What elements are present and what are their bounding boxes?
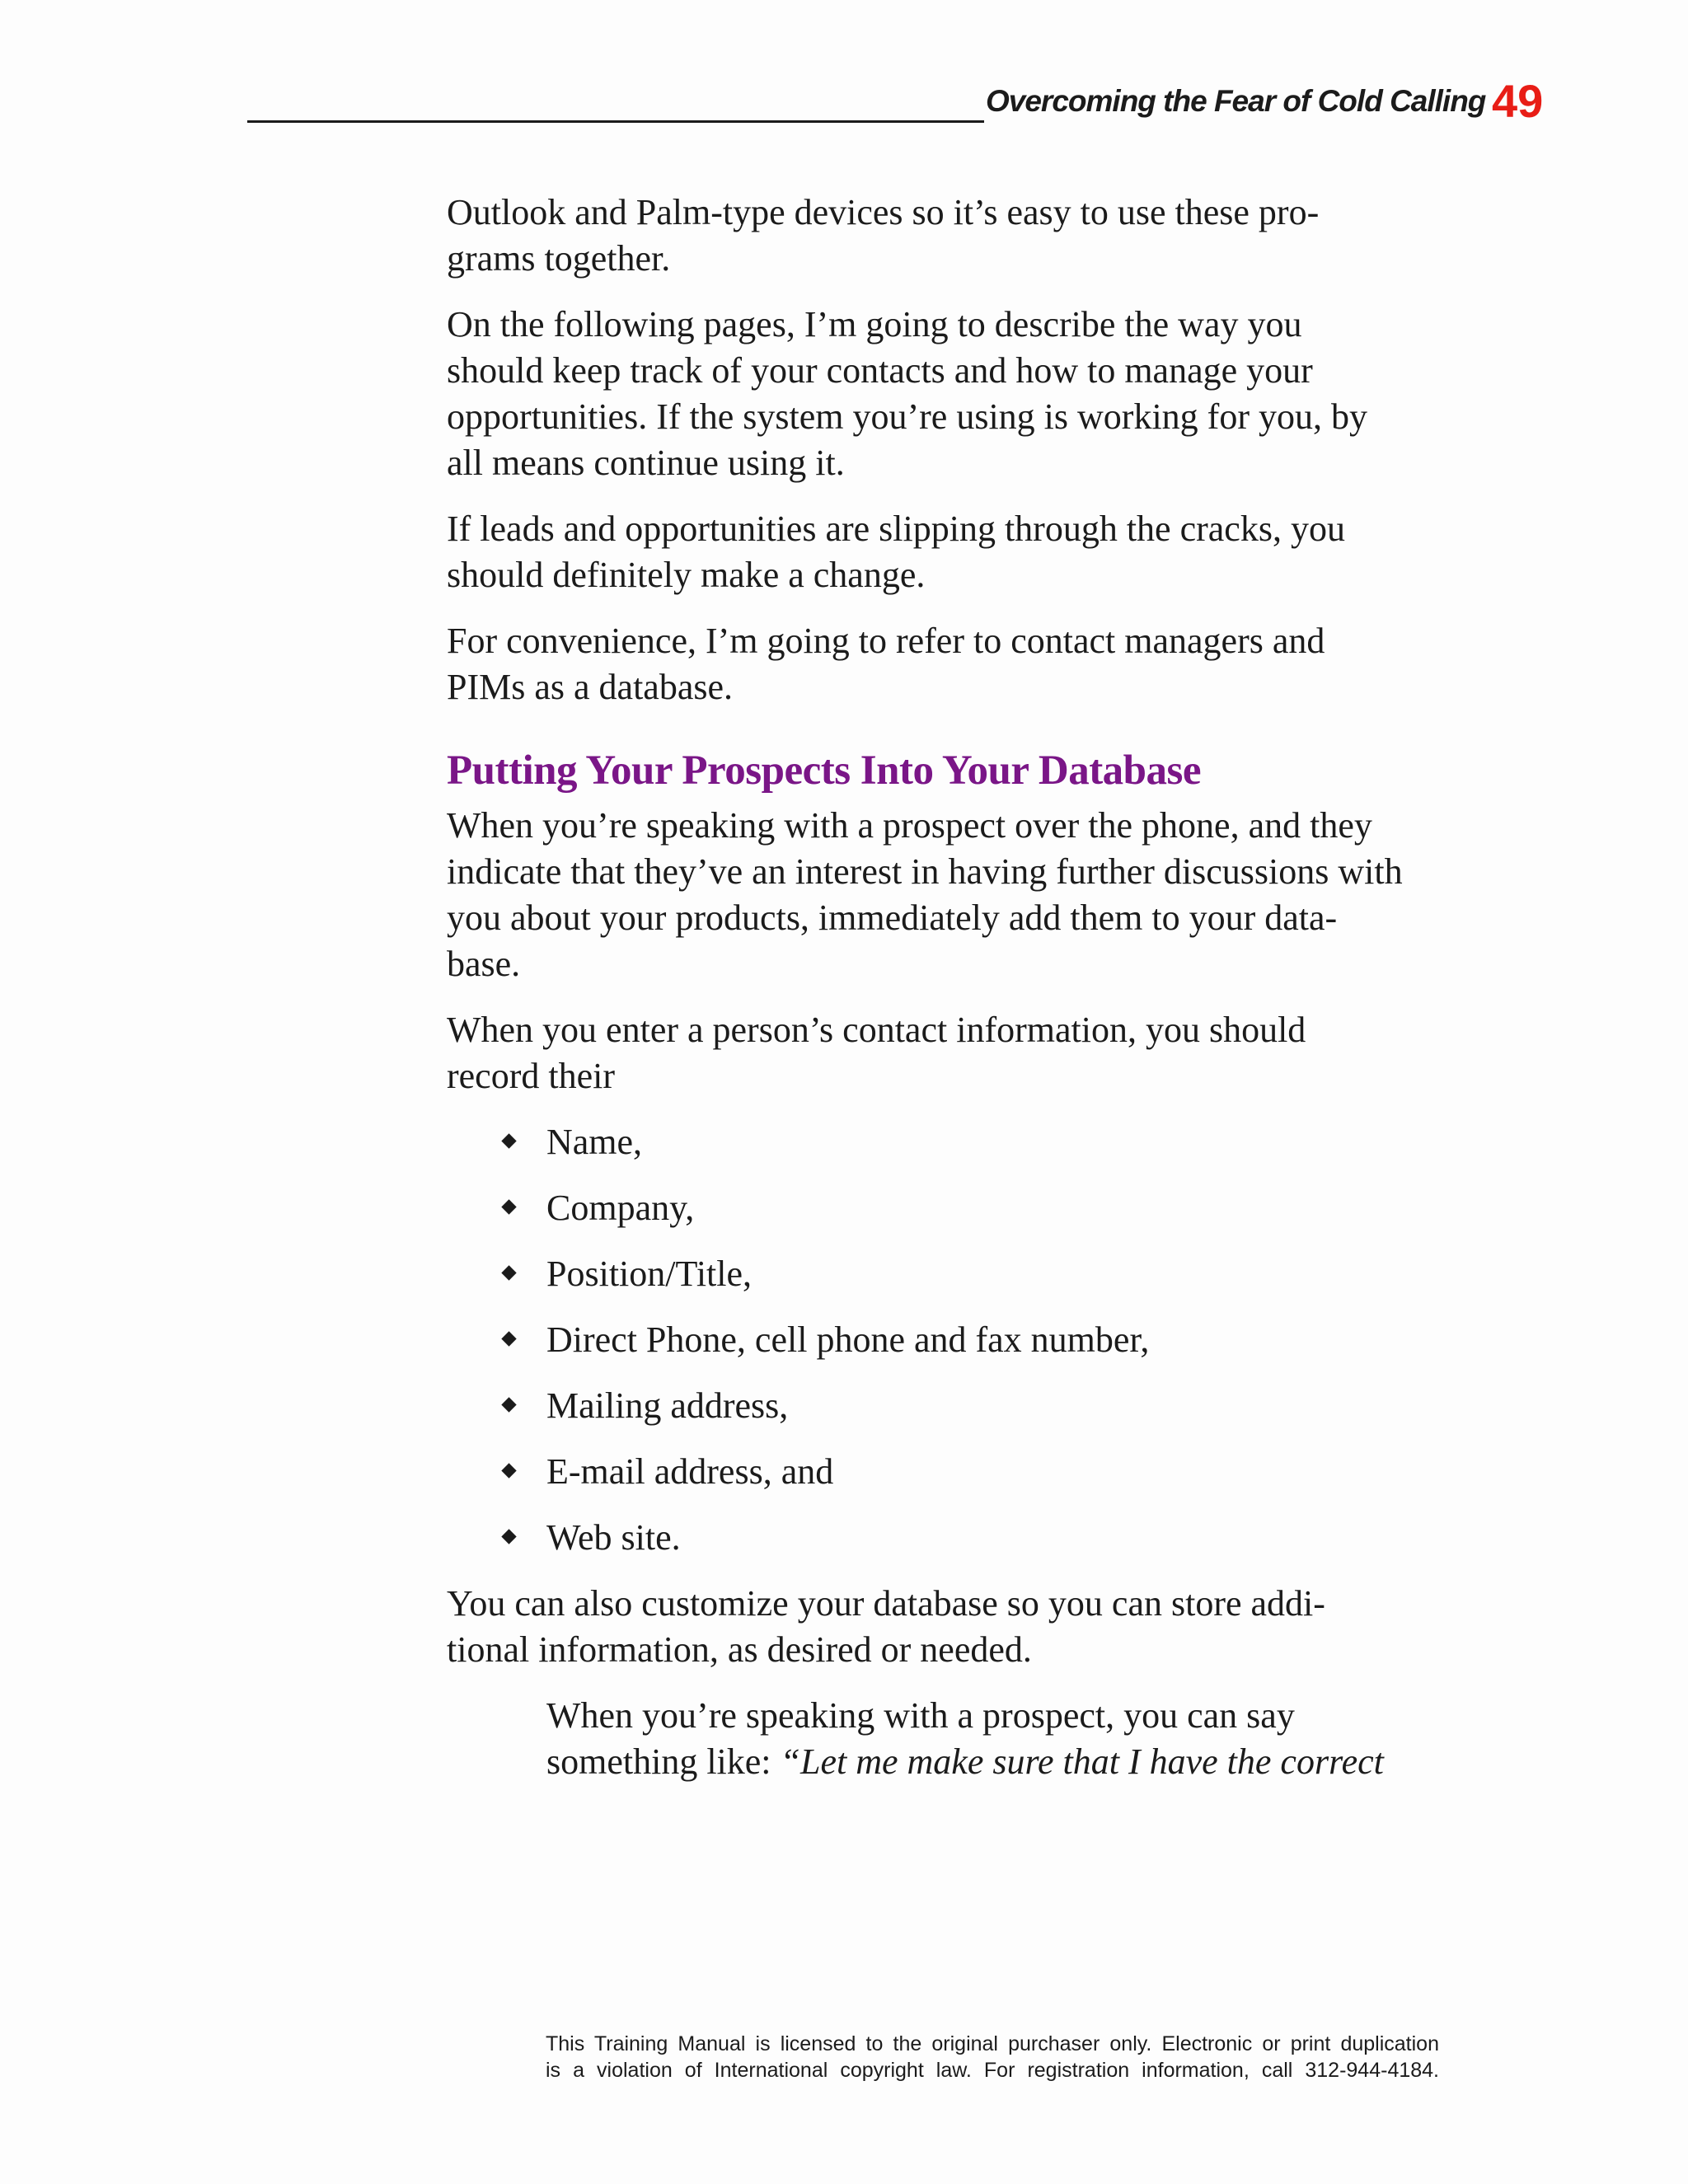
text-line: all means continue using it. (447, 443, 845, 483)
text-line: Outlook and Palm-type devices so it’s easy to use these pro- (447, 192, 1320, 232)
diamond-bullet-icon (501, 1199, 516, 1214)
diamond-bullet-icon (501, 1397, 516, 1412)
diamond-bullet-icon (501, 1265, 516, 1280)
diamond-bullet-icon (501, 1529, 516, 1544)
header-rule (247, 120, 984, 123)
paragraph (447, 618, 1452, 710)
notice-line: This Training Manual is licensed to the original purchaser only. Electronic or print duplication (546, 2032, 1439, 2055)
text-line: grams together. (447, 238, 671, 279)
running-title: Overcoming the Fear of Cold Calling (986, 84, 1486, 118)
text-line: When you enter a person’s contact information, you should (447, 1010, 1306, 1050)
text-segment: something like: (546, 1741, 781, 1782)
contact-fields-list (447, 1119, 1452, 1561)
diamond-bullet-icon (501, 1463, 516, 1478)
diamond-bullet-icon (501, 1331, 516, 1346)
list-item-text: Company, (546, 1188, 695, 1228)
paragraph (447, 190, 1452, 282)
list-item (447, 1185, 1452, 1231)
running-header (247, 74, 1566, 132)
copyright-notice (546, 2031, 1439, 2083)
paragraph (447, 1581, 1452, 1673)
list-item-text: Direct Phone, cell phone and fax number, (546, 1319, 1150, 1360)
text-line: record their (447, 1056, 615, 1096)
text-line: PIMs as a database. (447, 667, 734, 707)
text-line: If leads and opportunities are slipping through the cracks, you (447, 509, 1345, 549)
indented-paragraph (447, 1693, 1452, 1785)
diamond-bullet-icon (501, 1133, 516, 1148)
text-line: You can also customize your database so you can store addi- (447, 1583, 1325, 1624)
paragraph (447, 302, 1452, 486)
paragraph (447, 803, 1452, 987)
list-item-text: Mailing address, (546, 1385, 789, 1426)
page-number: 49 (1492, 75, 1544, 127)
notice-line: is a violation of International copyright law. For registration information, call 312-944-4184. (546, 2059, 1439, 2082)
list-item (447, 1119, 1452, 1165)
text-line: base. (447, 944, 521, 984)
text-line: opportunities. If the system you’re using is working for you, by (447, 396, 1367, 437)
list-item-text: E-mail address, and (546, 1451, 834, 1492)
text-line: tional information, as desired or needed. (447, 1629, 1032, 1670)
list-item (447, 1449, 1452, 1495)
paragraph (447, 506, 1452, 598)
text-line (546, 1739, 1452, 1785)
text-line: should definitely make a change. (447, 555, 926, 595)
text-line: indicate that they’ve an interest in having further discussions with (447, 851, 1403, 892)
list-item (447, 1251, 1452, 1297)
paragraph (447, 1007, 1452, 1099)
text-line: When you’re speaking with a prospect over the phone, and they (447, 805, 1372, 846)
list-item (447, 1383, 1452, 1429)
text-line: On the following pages, I’m going to describe the way you (447, 304, 1302, 344)
quoted-speech: “Let me make sure that I have the correct (780, 1741, 1384, 1782)
list-item (447, 1515, 1452, 1561)
text-line: should keep track of your contacts and how to manage your (447, 350, 1313, 391)
list-item-text: Name, (546, 1122, 643, 1162)
section-heading: Putting Your Prospects Into Your Database (447, 748, 1202, 794)
text-line: you about your products, immediately add them to your data- (447, 898, 1338, 938)
list-item-text: Web site. (546, 1517, 681, 1558)
text-line: For convenience, I’m going to refer to contact managers and (447, 621, 1325, 661)
main-text (447, 190, 1452, 1805)
list-item-text: Position/Title, (546, 1254, 753, 1294)
list-item (447, 1317, 1452, 1363)
text-line: When you’re speaking with a prospect, you can say (546, 1695, 1295, 1736)
